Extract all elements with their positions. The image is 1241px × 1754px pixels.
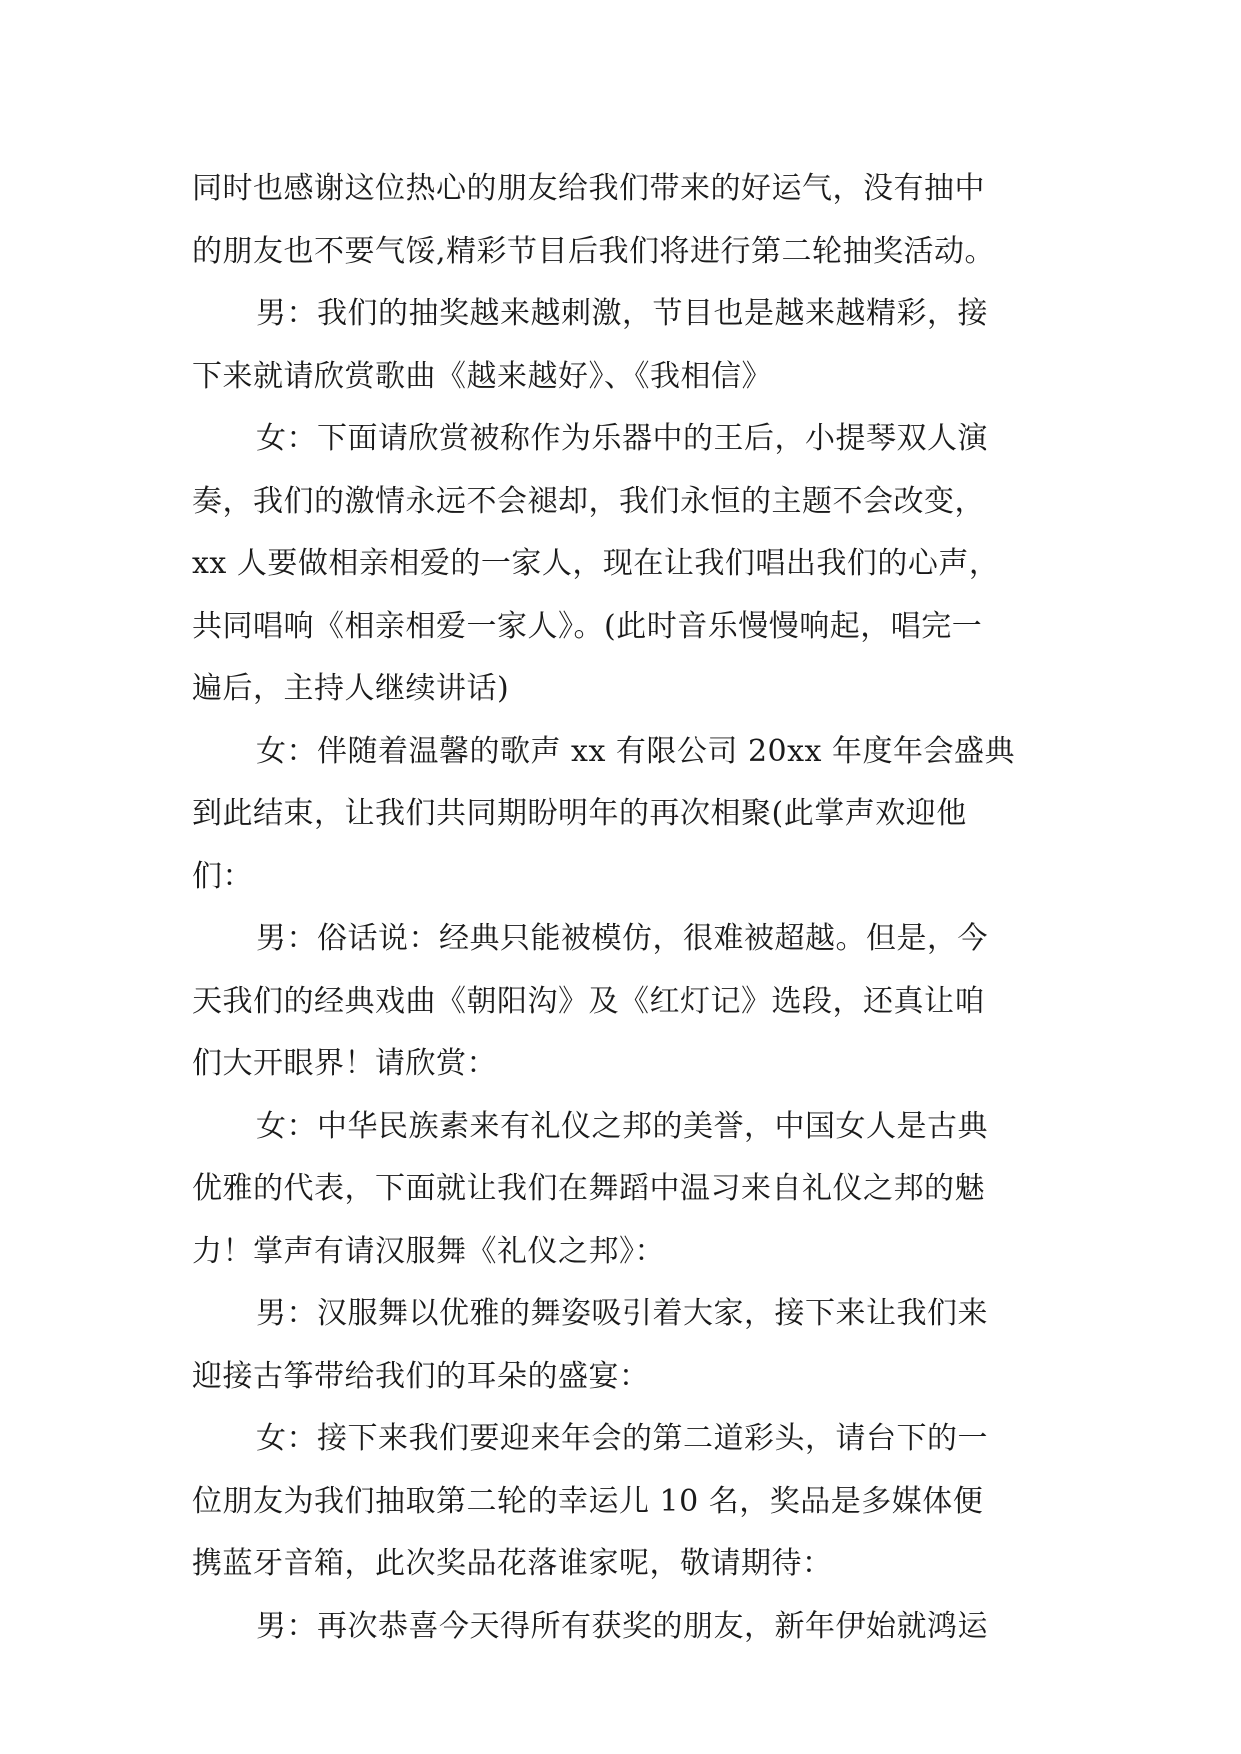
text-line: 共同唱响《相亲相爱一家人》。(此时音乐慢慢响起，唱完一 bbox=[192, 608, 983, 644]
text-line: 下来就请欣赏歌曲《越来越好》、《我相信》 bbox=[192, 358, 772, 394]
paragraph-first-line: 男：汉服舞以优雅的舞姿吸引着大家，接下来让我们来 bbox=[256, 1296, 988, 1331]
text-line: 位朋友为我们抽取第二轮的幸运儿 10 名，奖品是多媒体便 bbox=[192, 1483, 984, 1519]
text-line: 力！掌声有请汉服舞《礼仪之邦》： bbox=[192, 1233, 665, 1269]
text-line: 天我们的经典戏曲《朝阳沟》及《红灯记》选段，还真让咱 bbox=[192, 983, 985, 1019]
paragraph-first-line: 男：再次恭喜今天得所有获奖的朋友，新年伊始就鸿运 bbox=[256, 1608, 988, 1644]
text-line: xx 人要做相亲相爱的一家人，现在让我们唱出我们的心声， bbox=[192, 546, 1000, 581]
paragraph-first-line: 女：中华民族素来有礼仪之邦的美誉，中国女人是古典 bbox=[256, 1108, 988, 1144]
text-line: 奏，我们的激情永远不会褪却，我们永恒的主题不会改变， bbox=[192, 483, 985, 519]
text-line: 迎接古筝带给我们的耳朵的盛宴： bbox=[192, 1358, 650, 1394]
paragraph-first-line: 女：接下来我们要迎来年会的第二道彩头，请台下的一 bbox=[256, 1421, 988, 1456]
text-line: 同时也感谢这位热心的朋友给我们带来的好运气，没有抽中 bbox=[192, 171, 985, 206]
paragraph-first-line: 女：伴随着温馨的歌声 xx 有限公司 20xx 年度年会盛典 bbox=[256, 733, 1015, 769]
paragraph-first-line: 男：俗话说：经典只能被模仿，很难被超越。但是，今 bbox=[256, 921, 988, 956]
document-body bbox=[192, 158, 1062, 1658]
text-line: 们大开眼界！请欣赏： bbox=[192, 1046, 497, 1081]
text-line: 优雅的代表，下面就让我们在舞蹈中温习来自礼仪之邦的魅 bbox=[192, 1171, 985, 1206]
text-line: 们： bbox=[192, 858, 253, 894]
paragraph-first-line: 女：下面请欣赏被称作为乐器中的王后，小提琴双人演 bbox=[256, 421, 988, 456]
text-line: 携蓝牙音箱，此次奖品花落谁家呢，敬请期待： bbox=[192, 1546, 833, 1581]
text-line: 遍后，主持人继续讲话) bbox=[192, 671, 510, 706]
text-line: 的朋友也不要气馁,精彩节目后我们将进行第二轮抽奖活动。 bbox=[192, 233, 996, 269]
text-line: 到此结束，让我们共同期盼明年的再次相聚(此掌声欢迎他 bbox=[192, 796, 967, 831]
paragraph-first-line: 男：我们的抽奖越来越刺激，节目也是越来越精彩，接 bbox=[256, 296, 988, 331]
